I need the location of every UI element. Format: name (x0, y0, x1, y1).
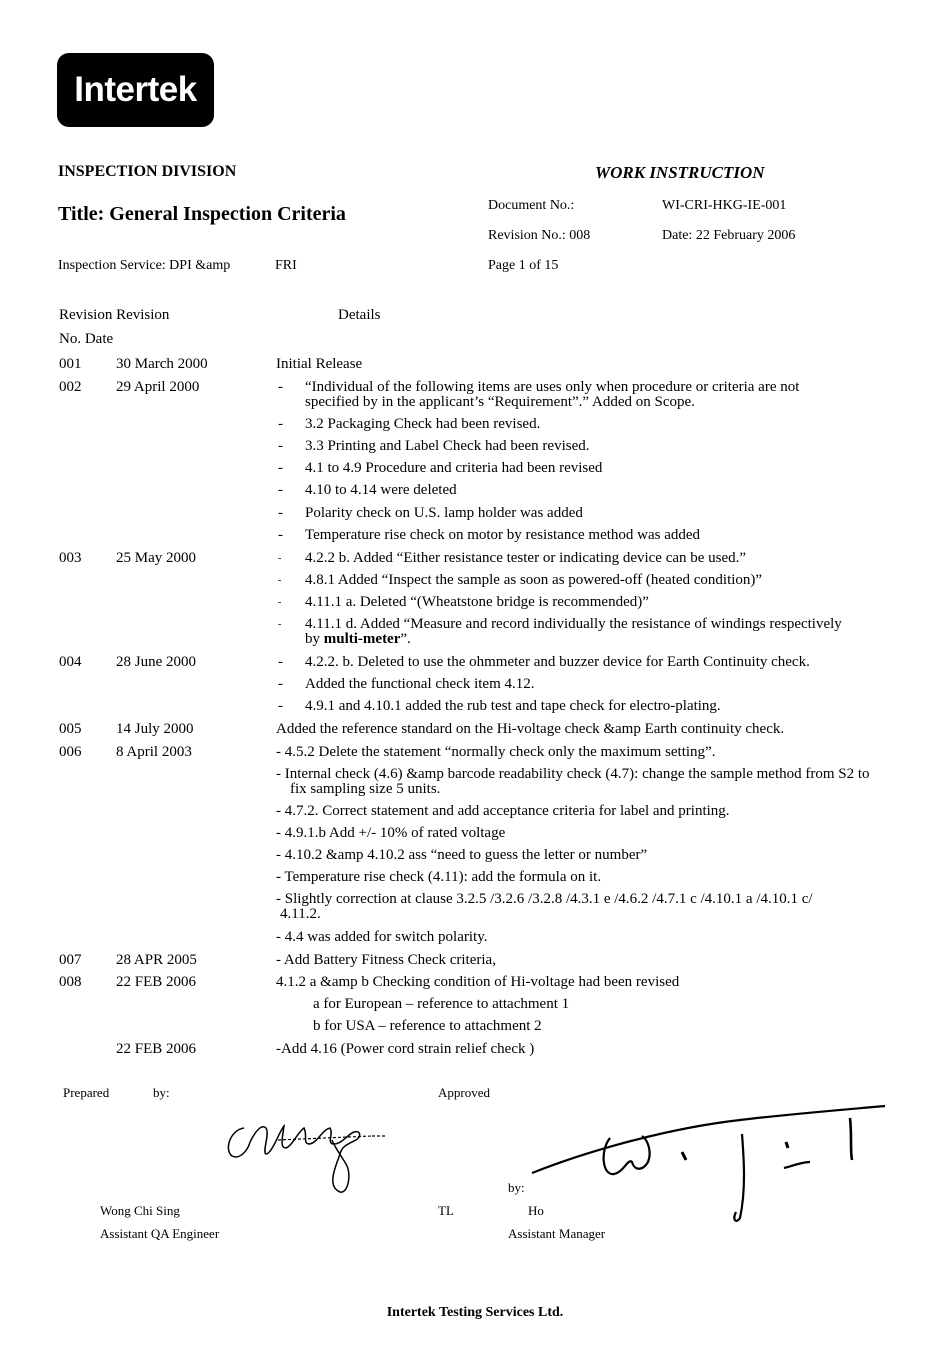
page-title: Title: General Inspection Criteria (58, 203, 346, 225)
prepared-by-label: by: (153, 1085, 170, 1100)
rev-date: 30 March 2000 (116, 356, 208, 372)
rev-number: 002 (59, 379, 82, 395)
rev-detail: 4.9.1 and 4.10.1 added the rub test and tape check for electro-plating. (305, 698, 721, 714)
rev-detail: - Add Battery Fitness Check criteria, (276, 952, 496, 968)
bullet-dash: - (278, 416, 283, 432)
rev-detail-bold: multi-meter (323, 631, 401, 647)
rev-detail: Polarity check on U.S. lamp holder was added (305, 505, 583, 521)
bullet-dash: - (278, 505, 283, 521)
rev-date: 25 May 2000 (116, 550, 196, 566)
rev-detail: - 4.7.2. Correct statement and add acceptance criteria for label and printing. (276, 803, 730, 819)
rev-detail: specified by in the applicant’s “Requirement”.” Added on Scope. (305, 394, 695, 410)
rev-date: 8 April 2003 (116, 744, 192, 760)
rev-number: 001 (59, 356, 82, 372)
col-revision-header-line2: No. Date (59, 331, 114, 347)
doc-type-heading: WORK INSTRUCTION (595, 163, 765, 182)
rev-detail: fix sampling size 5 units. (290, 781, 441, 797)
revision-no: Revision No.: 008 (488, 228, 591, 243)
rev-detail: Initial Release (276, 356, 363, 372)
rev-detail: 4.8.1 Added “Inspect the sample as soon as powered-off (heated condition)” (305, 572, 763, 588)
document-no-value: WI-CRI-HKG-IE-001 (662, 198, 787, 213)
rev-number: 004 (59, 654, 82, 670)
rev-detail: 4.2.2 b. Added “Either resistance tester or indicating device can be used.” (305, 550, 747, 566)
rev-detail: - 4.5.2 Delete the statement “normally check only the maximum setting”. (276, 744, 716, 760)
bullet-dash: - (278, 619, 282, 630)
rev-date: 22 FEB 2006 (116, 1041, 197, 1057)
rev-date: 29 April 2000 (116, 379, 200, 395)
rev-number: 006 (59, 744, 82, 760)
approver-title: Assistant Manager (508, 1226, 606, 1241)
col-revision-header: Revision Revision (59, 307, 170, 323)
rev-detail: 4.10 to 4.14 were deleted (305, 482, 457, 498)
approved-by-label: by: (508, 1180, 525, 1195)
document-no-label: Document No.: (488, 198, 575, 213)
approver-name: Ho (528, 1203, 544, 1218)
rev-date: 28 June 2000 (116, 654, 196, 670)
bullet-dash: - (278, 575, 282, 586)
rev-detail: - Internal check (4.6) &amp barcode readability check (4.7): change the sample method from S2 to (276, 766, 870, 782)
page-number: Page 1 of 15 (488, 258, 559, 273)
rev-number: 008 (59, 974, 82, 990)
rev-detail: - Temperature rise check (4.11): add the formula on it. (276, 869, 602, 885)
approver-signature (530, 1100, 890, 1225)
rev-detail: 4.2.2. b. Deleted to use the ohmmeter and buzzer device for Earth Continuity check. (305, 654, 810, 670)
prepared-label: Prepared (63, 1085, 110, 1100)
rev-number: 003 (59, 550, 82, 566)
bullet-dash: - (278, 460, 283, 476)
rev-detail: - Slightly correction at clause 3.2.5 /3.2.6 /3.2.8 /4.3.1 e /4.6.2 /4.7.1 c /4.10.1 a /4.10.1 c/ (276, 891, 813, 907)
rev-number: 005 (59, 721, 82, 737)
rev-date: 22 FEB 2006 (116, 974, 197, 990)
rev-detail-text: ”. (400, 631, 411, 647)
rev-detail: -Add 4.16 (Power cord strain relief check ) (276, 1041, 535, 1057)
rev-detail: 4.1.2 a &amp b Checking condition of Hi-voltage had been revised (276, 974, 680, 990)
rev-number: 007 (59, 952, 82, 968)
rev-detail: 4.1 to 4.9 Procedure and criteria had been revised (305, 460, 603, 476)
approver-prefix: TL (438, 1203, 454, 1218)
bullet-dash: - (278, 676, 283, 692)
rev-detail: b for USA – reference to attachment 2 (313, 1018, 542, 1034)
rev-detail: - 4.10.2 &amp 4.10.2 ass “need to guess the letter or number” (276, 847, 648, 863)
bullet-dash: - (278, 482, 283, 498)
inspection-service-value: FRI (275, 258, 297, 273)
rev-detail: Added the reference standard on the Hi-voltage check &amp Earth continuity check. (276, 721, 785, 737)
footer-company: Intertek Testing Services Ltd. (386, 1305, 564, 1320)
rev-detail: 4.11.2. (280, 906, 321, 922)
rev-detail: 3.2 Packaging Check had been revised. (305, 416, 541, 432)
rev-detail: - 4.9.1.b Add +/- 10% of rated voltage (276, 825, 506, 841)
rev-date: 28 APR 2005 (116, 952, 197, 968)
rev-detail: 4.11.1 a. Deleted “(Wheatstone bridge is recommended)” (305, 594, 649, 610)
bullet-dash: - (278, 553, 282, 564)
preparer-name: Wong Chi Sing (100, 1203, 180, 1218)
rev-detail (305, 632, 411, 647)
bullet-dash: - (278, 527, 283, 543)
rev-detail-text: by (305, 631, 324, 647)
bullet-dash: - (278, 597, 282, 608)
approved-label: Approved (438, 1085, 490, 1100)
bullet-dash: - (278, 379, 283, 395)
rev-detail: 3.3 Printing and Label Check had been revised. (305, 438, 590, 454)
intertek-logo: Intertek (57, 53, 214, 127)
col-details-header: Details (338, 307, 381, 323)
bullet-dash: - (278, 438, 283, 454)
bullet-dash: - (278, 698, 283, 714)
bullet-dash: - (278, 654, 283, 670)
rev-detail: “Individual of the following items are uses only when procedure or criteria are not (305, 379, 800, 395)
preparer-title: Assistant QA Engineer (100, 1226, 220, 1241)
rev-detail: 4.11.1 d. Added “Measure and record individually the resistance of windings respectively (305, 616, 842, 632)
inspection-service-label: Inspection Service: DPI &amp (58, 258, 231, 273)
rev-detail: a for European – reference to attachment 1 (313, 996, 570, 1012)
division-heading: INSPECTION DIVISION (58, 163, 237, 180)
rev-detail: Temperature rise check on motor by resistance method was added (305, 527, 701, 543)
rev-date: 14 July 2000 (116, 721, 194, 737)
rev-detail: - 4.4 was added for switch polarity. (276, 929, 488, 945)
preparer-signature (222, 1110, 392, 1200)
rev-detail: Added the functional check item 4.12. (305, 676, 535, 692)
revision-date: Date: 22 February 2006 (662, 228, 796, 243)
